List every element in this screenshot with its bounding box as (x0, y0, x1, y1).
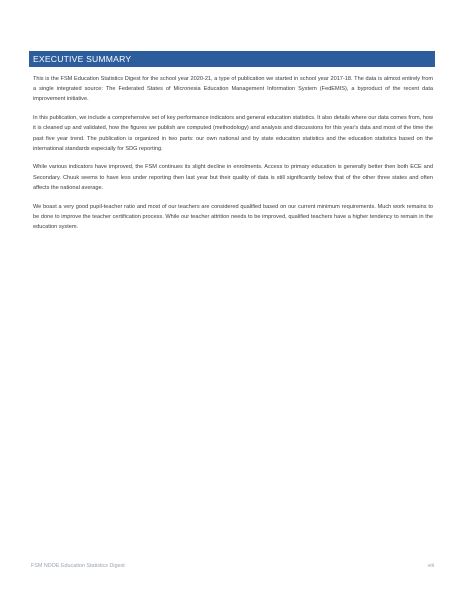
section-body (33, 74, 433, 241)
section-title: EXECUTIVE SUMMARY (33, 54, 132, 64)
footer-publication-name: FSM NDOE Education Statistics Digest (31, 563, 125, 569)
paragraph-intro: This is the FSM Education Statistics Digest for the school year 2020-21, a type of publication we started in school year 2017-18. The data is almost entirely from a single integrated source: The Federated States of Micronesia Education Management Information System (FedEMIS), a byproduct of the recent data improvement initiative. (33, 76, 433, 103)
paragraph-enrolment: While various indicators have improved, the FSM continues its slight decline in enrolments. Access to primary education is generally better then both ECE and Secondary. Chuuk seems to have less under reporting then last year but their quality of data is still significantly below that of the other three states and often affects the national average. (33, 164, 433, 191)
footer-page-number: viii (427, 563, 434, 569)
paragraph-contents: In this publication, we include a comprehensive set of key performance indicators and general education statistics. It also details where our data comes from, how it is cleaned up and validated, how the figures we publish are computed (methodology) and analysis and discussions for this year's data and most of the time the past five year trend. The publication is organized in two parts: our own national and by state education statistics and the education statistics based on the international standards especially for SDG reporting. (33, 115, 433, 152)
paragraph-teachers: We boast a very good pupil-teacher ratio and most of our teachers are considered qualified based on our current minimum requirements. Much work remains to be done to improve the teacher certification process. While our teacher attrition needs to be improved, qualified teachers have a higher tendency to remain in the education system. (33, 203, 433, 230)
section-header-bar (29, 51, 435, 67)
